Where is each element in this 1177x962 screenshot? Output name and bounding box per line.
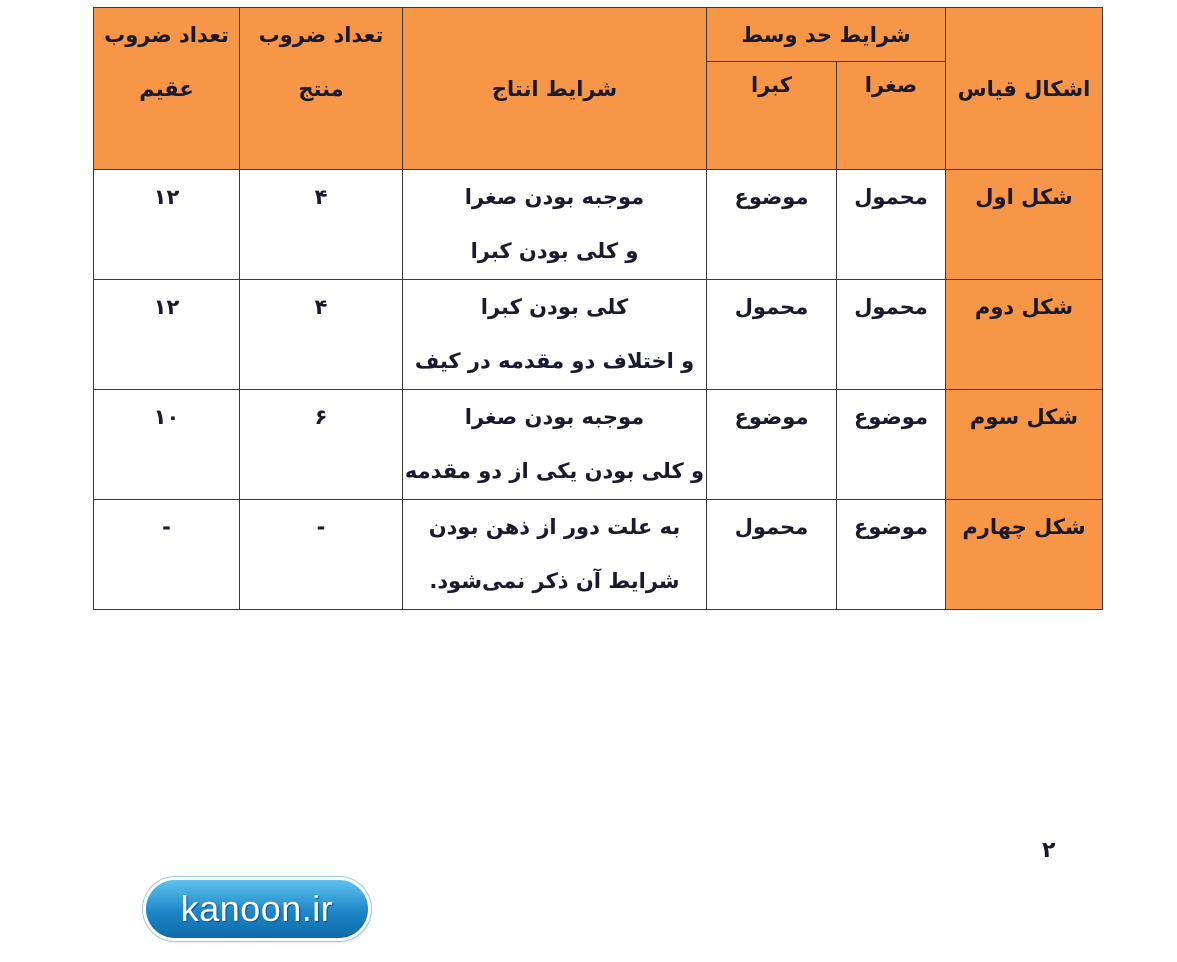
row-condition-line1: موجبه بودن صغرا: [464, 185, 645, 209]
header-sterile: [94, 8, 240, 170]
header-major: کبرا: [707, 62, 837, 170]
table-row: [94, 170, 1103, 280]
row-shape: شکل چهارم: [946, 500, 1103, 610]
row-sterile: ۱۲: [94, 280, 240, 390]
row-shape: شکل سوم: [946, 390, 1103, 500]
row-conditions: [403, 170, 707, 280]
row-condition-line1: به علت دور از ذهن بودن: [428, 515, 681, 539]
row-condition-line2: و کلی بودن یکی از دو مقدمه: [404, 459, 705, 483]
row-major: محمول: [707, 500, 837, 610]
syllogism-table: [93, 7, 1103, 610]
row-conditions: [403, 500, 707, 610]
header-sterile-line2: عقیم: [139, 77, 194, 101]
header-shapes: اشکال قیاس: [946, 8, 1103, 170]
row-shape: شکل دوم: [946, 280, 1103, 390]
header-productive-line1: تعداد ضروب: [258, 23, 384, 47]
row-major: محمول: [707, 280, 837, 390]
row-minor: محمول: [837, 170, 946, 280]
row-conditions: [403, 390, 707, 500]
header-row: [94, 8, 1103, 62]
row-productive: ۴: [240, 170, 403, 280]
header-productive-line2: منتج: [298, 77, 344, 101]
table-row: [94, 500, 1103, 610]
row-condition-line1: کلی بودن کبرا: [480, 295, 629, 319]
table-row: [94, 390, 1103, 500]
logo-text: kanoon.ir: [180, 888, 334, 929]
header-conditions: شرایط انتاج: [403, 8, 707, 170]
page-number: ۲: [1042, 838, 1056, 863]
header-productive: [240, 8, 403, 170]
row-major: موضوع: [707, 170, 837, 280]
row-productive: -: [240, 500, 403, 610]
row-minor: موضوع: [837, 500, 946, 610]
row-condition-line2: شرایط آن ذکر نمی‌شود.: [429, 569, 680, 593]
row-shape: شکل اول: [946, 170, 1103, 280]
row-major: موضوع: [707, 390, 837, 500]
row-condition-line2: و اختلاف دو مقدمه در کیف: [414, 349, 695, 373]
row-productive: ۶: [240, 390, 403, 500]
row-sterile: ۱۲: [94, 170, 240, 280]
row-condition-line2: و کلی بودن کبرا: [470, 239, 639, 263]
table-row: [94, 280, 1103, 390]
header-minor: صغرا: [837, 62, 946, 170]
row-condition-line1: موجبه بودن صغرا: [464, 405, 645, 429]
row-minor: محمول: [837, 280, 946, 390]
row-sterile: -: [94, 500, 240, 610]
row-minor: موضوع: [837, 390, 946, 500]
header-sterile-line1: تعداد ضروب: [104, 23, 229, 47]
row-sterile: ۱۰: [94, 390, 240, 500]
header-middle-term: شرایط حد وسط: [707, 8, 946, 62]
row-productive: ۴: [240, 280, 403, 390]
kanoon-logo: [146, 880, 368, 938]
row-conditions: [403, 280, 707, 390]
